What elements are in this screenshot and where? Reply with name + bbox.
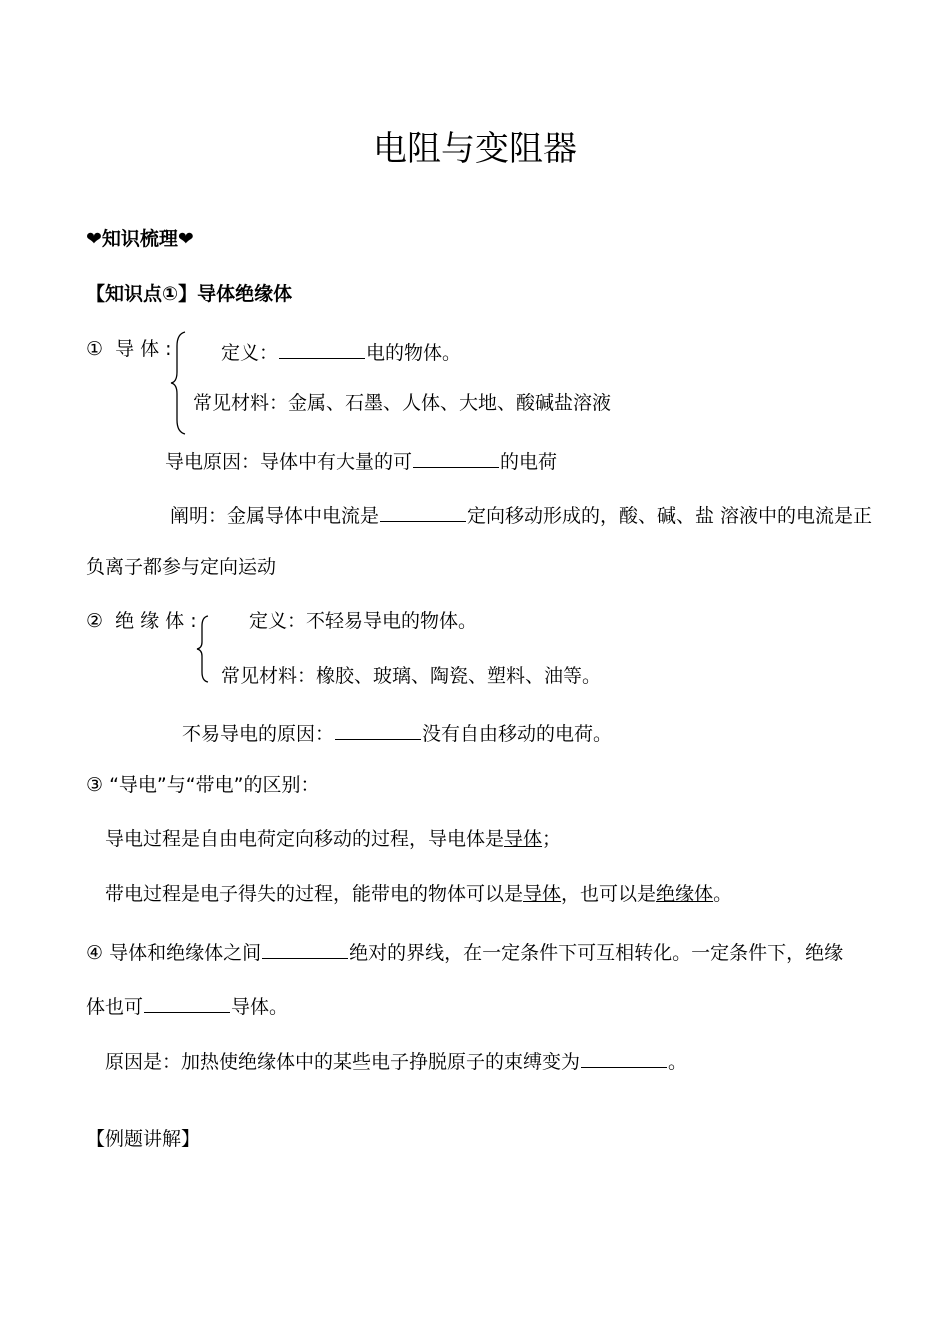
conduct-vs-charge-heading: ③ “导电”与“带电”的区别： [86, 774, 320, 796]
underlined-answer: 导体 [504, 828, 543, 850]
examples-heading: 【例题讲解】 [86, 1128, 201, 1150]
conductor-reason [165, 449, 557, 472]
blank-line [581, 1049, 667, 1068]
underlined-answer: 绝缘体 [656, 883, 714, 905]
charge-process-text: 带电过程是电子得失的过程，能带电的物体可以是 [105, 883, 524, 905]
section-header: ❤知识梳理❤ [86, 228, 194, 250]
conductor-brace [170, 330, 188, 436]
conduct-process-line [105, 830, 561, 849]
knowledge-point-1-heading: 【知识点①】导体绝缘体 [86, 283, 293, 305]
transformation-reason-text: 原因是：加热使绝缘体中的某些电子挣脱原子的束缚变为 [105, 1051, 581, 1073]
blank-line [380, 503, 466, 522]
page-title: 电阻与变阻器 [373, 129, 577, 169]
transformation-reason [105, 1049, 687, 1072]
insulator-reason-end: 没有自由移动的电荷。 [422, 723, 613, 745]
conductor-explanation-continued: 负离子都参与定向运动 [86, 556, 277, 578]
insulator-label [86, 612, 197, 631]
transformation-text: ④ 导体和绝缘体之间 [86, 942, 262, 964]
conductor-explanation-end: 定向移动形成的，酸、碱、盐 溶液中的电流是正 [467, 505, 873, 527]
transformation-line-2 [86, 994, 288, 1017]
charge-process-mid: ，也可以是 [561, 883, 657, 905]
insulator-label-number: ② [86, 610, 104, 632]
transformation-text-end: 导体。 [231, 996, 289, 1018]
blank-line [144, 994, 230, 1013]
conductor-reason-end: 的电荷 [500, 451, 558, 473]
conduct-process-text: 导电过程是自由电荷定向移动的过程，导电体是 [105, 828, 505, 850]
transformation-line-1 [86, 940, 843, 963]
blank-line [262, 940, 348, 959]
blank-line [335, 721, 421, 740]
insulator-definition: 定义：不轻易导电的物体。 [249, 610, 478, 632]
conductor-explanation-text: 阐明：金属导体中电流是 [170, 505, 380, 527]
conductor-label-text: 导 体 : [115, 338, 172, 360]
insulator-brace [196, 614, 210, 684]
blank-line [279, 340, 365, 359]
insulator-label-text: 绝 缘 体 : [115, 610, 197, 632]
punctuation: ； [542, 828, 562, 850]
conductor-explanation [170, 503, 872, 526]
conductor-definition [221, 340, 461, 363]
conductor-label-number: ① [86, 338, 104, 360]
underlined-answer: 导体 [523, 883, 562, 905]
charge-process-line [105, 885, 732, 904]
transformation-text: 体也可 [86, 996, 144, 1018]
blank-line [413, 449, 499, 468]
transformation-text-end: 绝对的界线，在一定条件下可互相转化。一定条件下，绝缘 [349, 942, 844, 964]
conductor-label [86, 340, 172, 359]
conductor-materials: 常见材料：金属、石墨、人体、大地、酸碱盐溶液 [193, 392, 612, 414]
conductor-definition-text: 电的物体。 [366, 342, 462, 364]
insulator-reason [182, 721, 612, 744]
conductor-definition-label: 定义： [221, 342, 279, 364]
punctuation: 。 [668, 1051, 688, 1073]
conductor-reason-text: 导电原因：导体中有大量的可 [165, 451, 413, 473]
punctuation: 。 [713, 883, 733, 905]
insulator-reason-text: 不易导电的原因： [182, 723, 335, 745]
insulator-materials: 常见材料：橡胶、玻璃、陶瓷、塑料、油等。 [221, 665, 602, 687]
